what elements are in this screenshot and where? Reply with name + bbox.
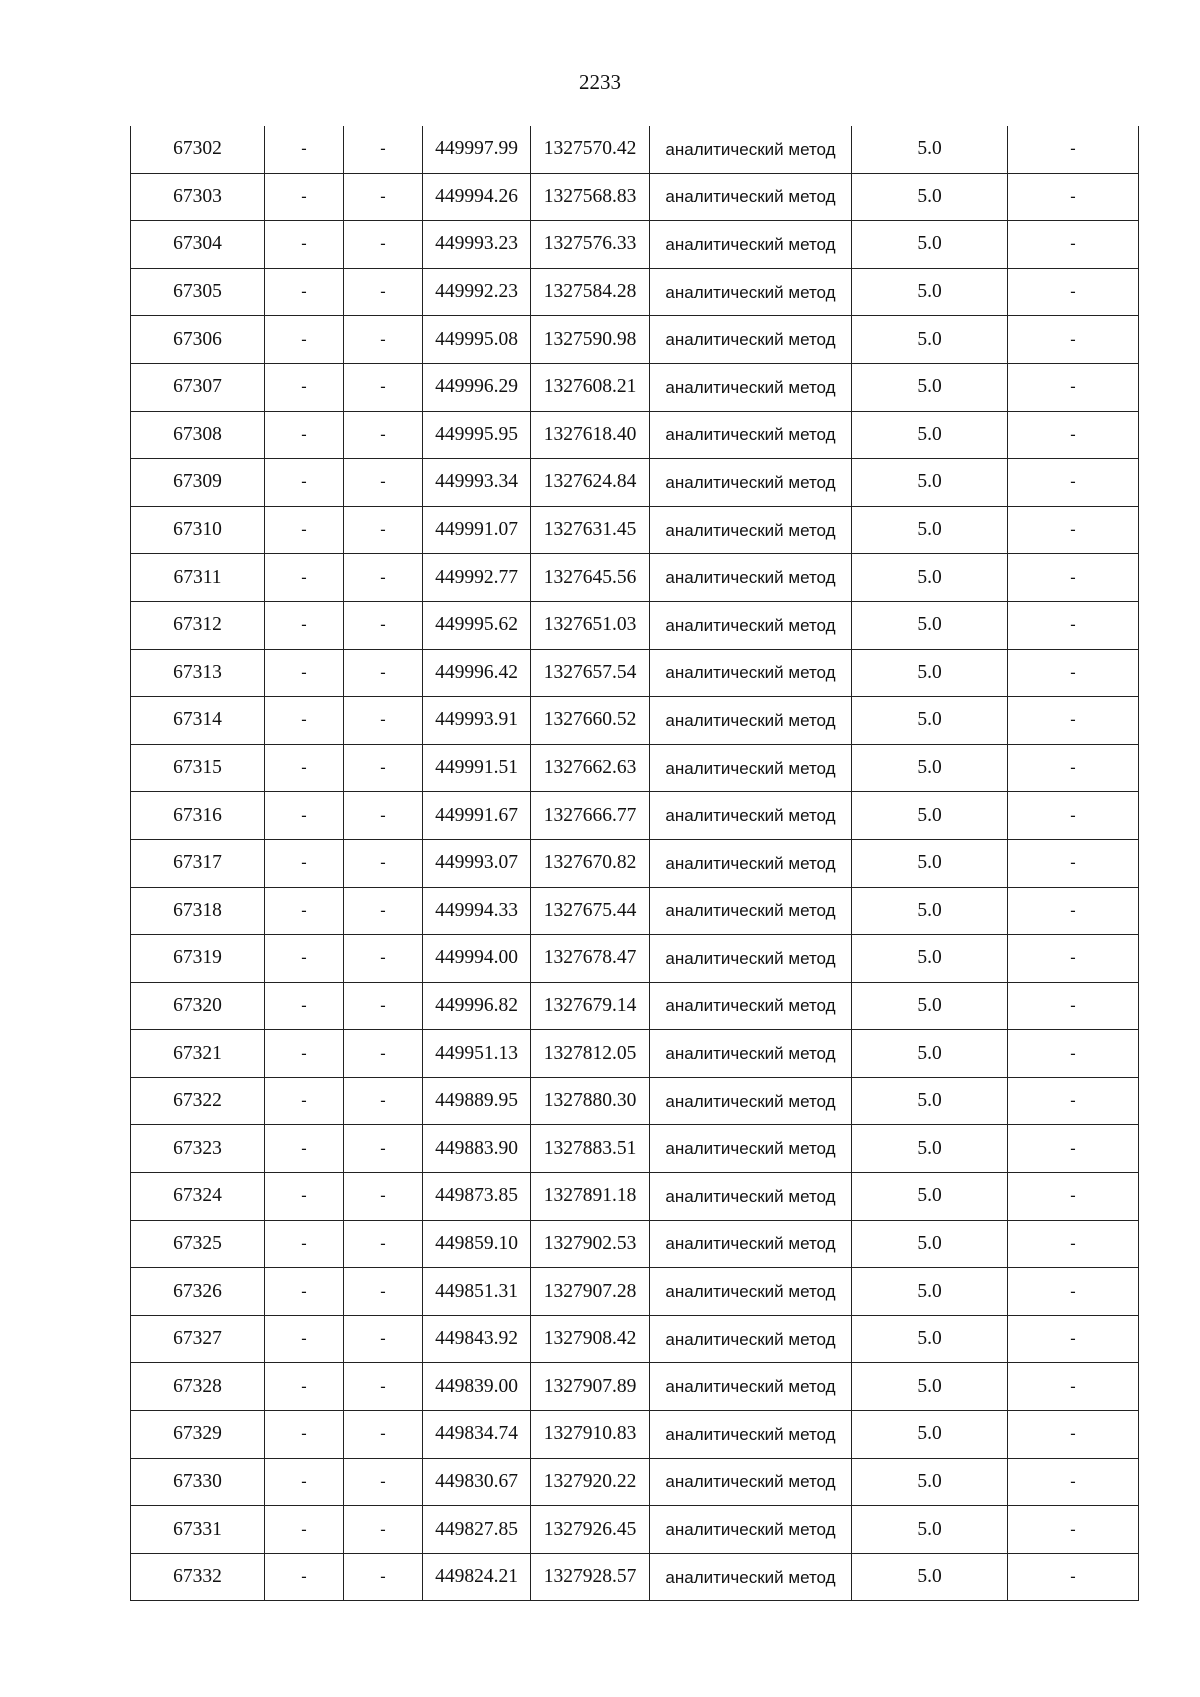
empty-value-cell: -	[265, 1411, 344, 1459]
empty-value-cell: -	[344, 649, 423, 697]
x-coordinate-cell: 449996.29	[423, 363, 531, 411]
table-row	[131, 126, 1139, 173]
point-number-cell: 67322	[131, 1077, 265, 1125]
x-coordinate-cell: 449993.91	[423, 697, 531, 745]
y-coordinate-cell: 1327883.51	[531, 1125, 650, 1173]
point-number-cell: 67325	[131, 1220, 265, 1268]
method-cell: аналитический метод	[650, 601, 852, 649]
table-row	[131, 411, 1139, 459]
method-cell: аналитический метод	[650, 411, 852, 459]
y-coordinate-cell: 1327670.82	[531, 839, 650, 887]
y-coordinate-cell: 1327584.28	[531, 268, 650, 316]
empty-value-cell: -	[344, 459, 423, 507]
empty-value-cell: -	[344, 1363, 423, 1411]
note-cell: -	[1008, 316, 1139, 364]
method-cell: аналитический метод	[650, 1077, 852, 1125]
empty-value-cell: -	[344, 1173, 423, 1221]
empty-value-cell: -	[344, 221, 423, 269]
table-row	[131, 601, 1139, 649]
x-coordinate-cell: 449993.23	[423, 221, 531, 269]
accuracy-cell: 5.0	[852, 697, 1008, 745]
table-row	[131, 1030, 1139, 1078]
point-number-cell: 67308	[131, 411, 265, 459]
point-number-cell: 67305	[131, 268, 265, 316]
note-cell: -	[1008, 1220, 1139, 1268]
point-number-cell: 67321	[131, 1030, 265, 1078]
empty-value-cell: -	[344, 1506, 423, 1554]
accuracy-cell: 5.0	[852, 1173, 1008, 1221]
point-number-cell: 67303	[131, 173, 265, 221]
empty-value-cell: -	[265, 221, 344, 269]
accuracy-cell: 5.0	[852, 982, 1008, 1030]
point-number-cell: 67319	[131, 935, 265, 983]
method-cell: аналитический метод	[650, 554, 852, 602]
note-cell: -	[1008, 1553, 1139, 1601]
empty-value-cell: -	[344, 1268, 423, 1316]
x-coordinate-cell: 449859.10	[423, 1220, 531, 1268]
accuracy-cell: 5.0	[852, 411, 1008, 459]
empty-value-cell: -	[344, 1030, 423, 1078]
table-row	[131, 1363, 1139, 1411]
point-number-cell: 67312	[131, 601, 265, 649]
x-coordinate-cell: 449996.42	[423, 649, 531, 697]
y-coordinate-cell: 1327568.83	[531, 173, 650, 221]
y-coordinate-cell: 1327907.28	[531, 1268, 650, 1316]
method-cell: аналитический метод	[650, 459, 852, 507]
accuracy-cell: 5.0	[852, 1458, 1008, 1506]
point-number-cell: 67332	[131, 1553, 265, 1601]
table-row	[131, 982, 1139, 1030]
x-coordinate-cell: 449993.07	[423, 839, 531, 887]
method-cell: аналитический метод	[650, 792, 852, 840]
x-coordinate-cell: 449883.90	[423, 1125, 531, 1173]
method-cell: аналитический метод	[650, 1458, 852, 1506]
empty-value-cell: -	[265, 126, 344, 173]
empty-value-cell: -	[265, 1315, 344, 1363]
note-cell: -	[1008, 1077, 1139, 1125]
table-row	[131, 1077, 1139, 1125]
empty-value-cell: -	[265, 1220, 344, 1268]
empty-value-cell: -	[265, 697, 344, 745]
table-row	[131, 1173, 1139, 1221]
table-row	[131, 363, 1139, 411]
note-cell: -	[1008, 982, 1139, 1030]
accuracy-cell: 5.0	[852, 792, 1008, 840]
x-coordinate-cell: 449993.34	[423, 459, 531, 507]
note-cell: -	[1008, 649, 1139, 697]
point-number-cell: 67311	[131, 554, 265, 602]
empty-value-cell: -	[344, 268, 423, 316]
y-coordinate-cell: 1327570.42	[531, 126, 650, 173]
empty-value-cell: -	[344, 1125, 423, 1173]
table-row	[131, 1125, 1139, 1173]
accuracy-cell: 5.0	[852, 1030, 1008, 1078]
point-number-cell: 67313	[131, 649, 265, 697]
empty-value-cell: -	[265, 268, 344, 316]
point-number-cell: 67314	[131, 697, 265, 745]
empty-value-cell: -	[344, 601, 423, 649]
y-coordinate-cell: 1327907.89	[531, 1363, 650, 1411]
table-row	[131, 221, 1139, 269]
note-cell: -	[1008, 459, 1139, 507]
y-coordinate-cell: 1327608.21	[531, 363, 650, 411]
method-cell: аналитический метод	[650, 506, 852, 554]
table-row	[131, 887, 1139, 935]
point-number-cell: 67326	[131, 1268, 265, 1316]
y-coordinate-cell: 1327926.45	[531, 1506, 650, 1554]
empty-value-cell: -	[265, 316, 344, 364]
accuracy-cell: 5.0	[852, 601, 1008, 649]
accuracy-cell: 5.0	[852, 935, 1008, 983]
empty-value-cell: -	[344, 839, 423, 887]
empty-value-cell: -	[344, 887, 423, 935]
x-coordinate-cell: 449827.85	[423, 1506, 531, 1554]
x-coordinate-cell: 449992.23	[423, 268, 531, 316]
empty-value-cell: -	[344, 1220, 423, 1268]
note-cell: -	[1008, 792, 1139, 840]
coordinates-table	[130, 126, 1139, 1601]
empty-value-cell: -	[265, 1268, 344, 1316]
method-cell: аналитический метод	[650, 1125, 852, 1173]
accuracy-cell: 5.0	[852, 554, 1008, 602]
note-cell: -	[1008, 1268, 1139, 1316]
y-coordinate-cell: 1327624.84	[531, 459, 650, 507]
empty-value-cell: -	[265, 506, 344, 554]
note-cell: -	[1008, 1411, 1139, 1459]
point-number-cell: 67331	[131, 1506, 265, 1554]
x-coordinate-cell: 449824.21	[423, 1553, 531, 1601]
page-number: 2233	[579, 70, 621, 94]
x-coordinate-cell: 449843.92	[423, 1315, 531, 1363]
empty-value-cell: -	[344, 316, 423, 364]
note-cell: -	[1008, 1506, 1139, 1554]
y-coordinate-cell: 1327910.83	[531, 1411, 650, 1459]
empty-value-cell: -	[265, 839, 344, 887]
empty-value-cell: -	[265, 792, 344, 840]
note-cell: -	[1008, 1125, 1139, 1173]
point-number-cell: 67310	[131, 506, 265, 554]
y-coordinate-cell: 1327662.63	[531, 744, 650, 792]
y-coordinate-cell: 1327576.33	[531, 221, 650, 269]
y-coordinate-cell: 1327651.03	[531, 601, 650, 649]
accuracy-cell: 5.0	[852, 1363, 1008, 1411]
table-row	[131, 744, 1139, 792]
x-coordinate-cell: 449994.00	[423, 935, 531, 983]
table-row	[131, 697, 1139, 745]
y-coordinate-cell: 1327645.56	[531, 554, 650, 602]
method-cell: аналитический метод	[650, 982, 852, 1030]
point-number-cell: 67329	[131, 1411, 265, 1459]
empty-value-cell: -	[344, 554, 423, 602]
point-number-cell: 67306	[131, 316, 265, 364]
x-coordinate-cell: 449995.62	[423, 601, 531, 649]
note-cell: -	[1008, 363, 1139, 411]
method-cell: аналитический метод	[650, 1363, 852, 1411]
y-coordinate-cell: 1327679.14	[531, 982, 650, 1030]
empty-value-cell: -	[265, 982, 344, 1030]
method-cell: аналитический метод	[650, 1411, 852, 1459]
note-cell: -	[1008, 744, 1139, 792]
note-cell: -	[1008, 697, 1139, 745]
method-cell: аналитический метод	[650, 126, 852, 173]
note-cell: -	[1008, 1173, 1139, 1221]
method-cell: аналитический метод	[650, 887, 852, 935]
x-coordinate-cell: 449851.31	[423, 1268, 531, 1316]
x-coordinate-cell: 449830.67	[423, 1458, 531, 1506]
y-coordinate-cell: 1327928.57	[531, 1553, 650, 1601]
point-number-cell: 67317	[131, 839, 265, 887]
method-cell: аналитический метод	[650, 316, 852, 364]
point-number-cell: 67316	[131, 792, 265, 840]
empty-value-cell: -	[265, 744, 344, 792]
method-cell: аналитический метод	[650, 1553, 852, 1601]
accuracy-cell: 5.0	[852, 221, 1008, 269]
method-cell: аналитический метод	[650, 1506, 852, 1554]
accuracy-cell: 5.0	[852, 744, 1008, 792]
y-coordinate-cell: 1327666.77	[531, 792, 650, 840]
method-cell: аналитический метод	[650, 1268, 852, 1316]
x-coordinate-cell: 449995.08	[423, 316, 531, 364]
x-coordinate-cell: 449873.85	[423, 1173, 531, 1221]
method-cell: аналитический метод	[650, 935, 852, 983]
note-cell: -	[1008, 601, 1139, 649]
note-cell: -	[1008, 839, 1139, 887]
empty-value-cell: -	[265, 1125, 344, 1173]
table-row	[131, 506, 1139, 554]
accuracy-cell: 5.0	[852, 173, 1008, 221]
y-coordinate-cell: 1327880.30	[531, 1077, 650, 1125]
empty-value-cell: -	[344, 792, 423, 840]
x-coordinate-cell: 449991.67	[423, 792, 531, 840]
empty-value-cell: -	[265, 173, 344, 221]
empty-value-cell: -	[344, 1458, 423, 1506]
empty-value-cell: -	[265, 554, 344, 602]
y-coordinate-cell: 1327590.98	[531, 316, 650, 364]
empty-value-cell: -	[344, 1553, 423, 1601]
empty-value-cell: -	[344, 506, 423, 554]
note-cell: -	[1008, 1458, 1139, 1506]
table-row	[131, 1315, 1139, 1363]
table-body	[131, 126, 1139, 1601]
table-row	[131, 649, 1139, 697]
empty-value-cell: -	[344, 1315, 423, 1363]
accuracy-cell: 5.0	[852, 506, 1008, 554]
empty-value-cell: -	[265, 935, 344, 983]
table-row	[131, 1458, 1139, 1506]
accuracy-cell: 5.0	[852, 1268, 1008, 1316]
method-cell: аналитический метод	[650, 363, 852, 411]
empty-value-cell: -	[265, 1030, 344, 1078]
point-number-cell: 67315	[131, 744, 265, 792]
method-cell: аналитический метод	[650, 1315, 852, 1363]
table-row	[131, 554, 1139, 602]
y-coordinate-cell: 1327631.45	[531, 506, 650, 554]
table-row	[131, 1411, 1139, 1459]
method-cell: аналитический метод	[650, 268, 852, 316]
note-cell: -	[1008, 554, 1139, 602]
table-row	[131, 839, 1139, 887]
y-coordinate-cell: 1327908.42	[531, 1315, 650, 1363]
accuracy-cell: 5.0	[852, 1077, 1008, 1125]
y-coordinate-cell: 1327678.47	[531, 935, 650, 983]
empty-value-cell: -	[344, 697, 423, 745]
empty-value-cell: -	[265, 1077, 344, 1125]
accuracy-cell: 5.0	[852, 839, 1008, 887]
empty-value-cell: -	[344, 1411, 423, 1459]
y-coordinate-cell: 1327891.18	[531, 1173, 650, 1221]
method-cell: аналитический метод	[650, 173, 852, 221]
empty-value-cell: -	[265, 1506, 344, 1554]
empty-value-cell: -	[265, 459, 344, 507]
note-cell: -	[1008, 1363, 1139, 1411]
x-coordinate-cell: 449951.13	[423, 1030, 531, 1078]
point-number-cell: 67320	[131, 982, 265, 1030]
accuracy-cell: 5.0	[852, 126, 1008, 173]
note-cell: -	[1008, 506, 1139, 554]
accuracy-cell: 5.0	[852, 459, 1008, 507]
accuracy-cell: 5.0	[852, 649, 1008, 697]
y-coordinate-cell: 1327920.22	[531, 1458, 650, 1506]
point-number-cell: 67327	[131, 1315, 265, 1363]
empty-value-cell: -	[344, 982, 423, 1030]
point-number-cell: 67302	[131, 126, 265, 173]
empty-value-cell: -	[344, 363, 423, 411]
x-coordinate-cell: 449996.82	[423, 982, 531, 1030]
table-row	[131, 268, 1139, 316]
empty-value-cell: -	[344, 173, 423, 221]
note-cell: -	[1008, 268, 1139, 316]
y-coordinate-cell: 1327657.54	[531, 649, 650, 697]
accuracy-cell: 5.0	[852, 1125, 1008, 1173]
point-number-cell: 67304	[131, 221, 265, 269]
method-cell: аналитический метод	[650, 1173, 852, 1221]
point-number-cell: 67307	[131, 363, 265, 411]
note-cell: -	[1008, 221, 1139, 269]
empty-value-cell: -	[265, 1173, 344, 1221]
accuracy-cell: 5.0	[852, 1411, 1008, 1459]
note-cell: -	[1008, 411, 1139, 459]
note-cell: -	[1008, 1030, 1139, 1078]
point-number-cell: 67318	[131, 887, 265, 935]
x-coordinate-cell: 449997.99	[423, 126, 531, 173]
empty-value-cell: -	[265, 1458, 344, 1506]
accuracy-cell: 5.0	[852, 268, 1008, 316]
accuracy-cell: 5.0	[852, 887, 1008, 935]
table-row	[131, 1553, 1139, 1601]
x-coordinate-cell: 449889.95	[423, 1077, 531, 1125]
y-coordinate-cell: 1327902.53	[531, 1220, 650, 1268]
method-cell: аналитический метод	[650, 744, 852, 792]
method-cell: аналитический метод	[650, 1030, 852, 1078]
note-cell: -	[1008, 126, 1139, 173]
table-row	[131, 792, 1139, 840]
x-coordinate-cell: 449994.33	[423, 887, 531, 935]
empty-value-cell: -	[265, 411, 344, 459]
table-row	[131, 173, 1139, 221]
empty-value-cell: -	[265, 1363, 344, 1411]
table-row	[131, 316, 1139, 364]
empty-value-cell: -	[344, 411, 423, 459]
table-row	[131, 1220, 1139, 1268]
x-coordinate-cell: 449995.95	[423, 411, 531, 459]
point-number-cell: 67309	[131, 459, 265, 507]
x-coordinate-cell: 449834.74	[423, 1411, 531, 1459]
accuracy-cell: 5.0	[852, 1506, 1008, 1554]
x-coordinate-cell: 449991.07	[423, 506, 531, 554]
empty-value-cell: -	[344, 126, 423, 173]
empty-value-cell: -	[344, 744, 423, 792]
empty-value-cell: -	[265, 601, 344, 649]
point-number-cell: 67324	[131, 1173, 265, 1221]
table-row	[131, 1268, 1139, 1316]
method-cell: аналитический метод	[650, 839, 852, 887]
note-cell: -	[1008, 1315, 1139, 1363]
point-number-cell: 67323	[131, 1125, 265, 1173]
point-number-cell: 67330	[131, 1458, 265, 1506]
x-coordinate-cell: 449991.51	[423, 744, 531, 792]
method-cell: аналитический метод	[650, 1220, 852, 1268]
y-coordinate-cell: 1327675.44	[531, 887, 650, 935]
method-cell: аналитический метод	[650, 221, 852, 269]
y-coordinate-cell: 1327660.52	[531, 697, 650, 745]
accuracy-cell: 5.0	[852, 1315, 1008, 1363]
empty-value-cell: -	[265, 363, 344, 411]
empty-value-cell: -	[344, 1077, 423, 1125]
note-cell: -	[1008, 173, 1139, 221]
method-cell: аналитический метод	[650, 697, 852, 745]
accuracy-cell: 5.0	[852, 1220, 1008, 1268]
empty-value-cell: -	[265, 1553, 344, 1601]
table-row	[131, 459, 1139, 507]
x-coordinate-cell: 449839.00	[423, 1363, 531, 1411]
accuracy-cell: 5.0	[852, 1553, 1008, 1601]
y-coordinate-cell: 1327618.40	[531, 411, 650, 459]
table-row	[131, 935, 1139, 983]
y-coordinate-cell: 1327812.05	[531, 1030, 650, 1078]
accuracy-cell: 5.0	[852, 316, 1008, 364]
empty-value-cell: -	[265, 887, 344, 935]
note-cell: -	[1008, 935, 1139, 983]
table-row	[131, 1506, 1139, 1554]
empty-value-cell: -	[265, 649, 344, 697]
x-coordinate-cell: 449994.26	[423, 173, 531, 221]
note-cell: -	[1008, 887, 1139, 935]
x-coordinate-cell: 449992.77	[423, 554, 531, 602]
method-cell: аналитический метод	[650, 649, 852, 697]
accuracy-cell: 5.0	[852, 363, 1008, 411]
point-number-cell: 67328	[131, 1363, 265, 1411]
empty-value-cell: -	[344, 935, 423, 983]
